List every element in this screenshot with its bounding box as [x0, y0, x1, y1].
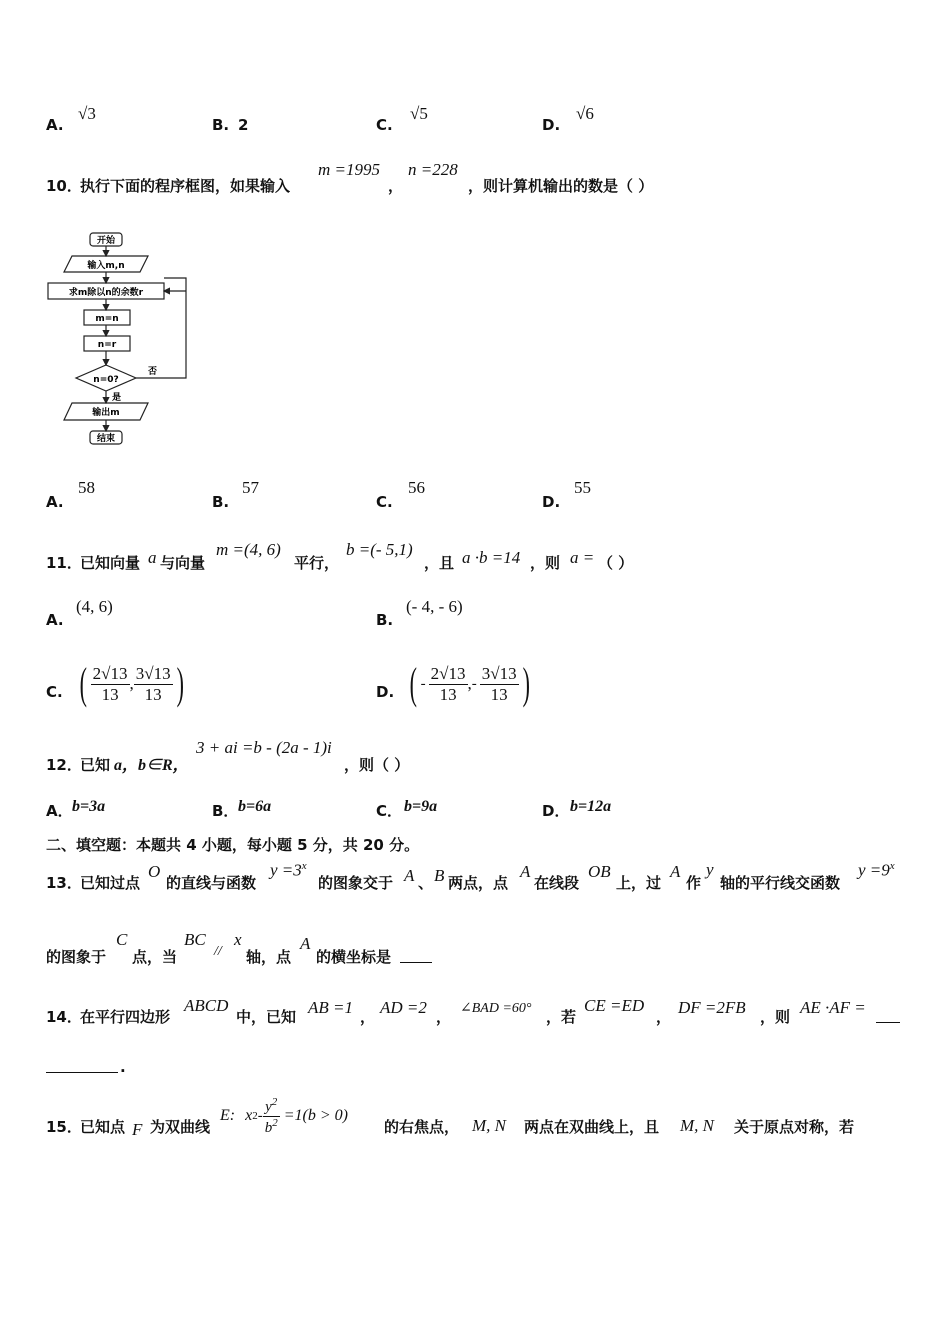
q9-option-b-value: 2 [238, 116, 249, 134]
q13-sep: 、 [418, 874, 434, 892]
q11-option-c-letter: C. [46, 683, 63, 701]
q11-option-d-letter: D. [376, 683, 395, 701]
section-2-heading: 二、填空题：本题共 4 小题，每小题 5 分，共 20 分。 [46, 836, 420, 854]
q12-option-c-letter: C． [376, 802, 403, 820]
q10-option-d-value: 55 [574, 478, 591, 497]
q14-answer-blank-2[interactable] [46, 1056, 118, 1073]
q11-vector-b: b =(- 5,1) [346, 540, 413, 559]
q13-point-b: B [434, 866, 445, 885]
q10-n-value: n =228 [408, 160, 458, 179]
q11-option-c-frac-1: $\frac{2√13}{13}$ [92, 663, 128, 704]
q14-comma-2: ， [436, 1008, 452, 1026]
q13-func-1: $y =3^x$ [270, 860, 307, 880]
q11-option-b-value: (- 4, - 6) [406, 597, 463, 616]
q11-option-a-value: (4, 6) [76, 597, 113, 616]
fc-no-label: 否 [148, 367, 158, 377]
q13-answer-blank[interactable] [400, 946, 432, 963]
q15-text-1: 已知点 [80, 1118, 126, 1136]
q10-option-a-letter: A. [46, 493, 64, 511]
q15-hyperbola-equation: E: x 2 - $\frac{y^2}{b^2}$ =1(b > 0) [220, 1095, 348, 1136]
q15-text-2: 为双曲线 [150, 1118, 211, 1136]
fc-input-label: 输入m,n [87, 261, 125, 271]
q13-text-4: 两点，点 [448, 874, 509, 892]
q11-option-c-frac-2: $\frac{3√13}{13}$ [135, 663, 171, 704]
q10-option-d-letter: D. [542, 493, 561, 511]
q14-dot-product: AE ·AF = [800, 998, 866, 1017]
q13-line2-text-2: 点，当 [132, 948, 178, 966]
q11-number: 11． [46, 554, 82, 572]
q11-option-d-frac-2: $\frac{3√13}{13}$ [481, 663, 517, 704]
q14-number: 14． [46, 1008, 82, 1026]
q11-text-2: 与向量 [160, 554, 206, 572]
q10-option-b-value: 57 [242, 478, 259, 497]
q14-ce: CE =ED [584, 996, 645, 1015]
q13-text-2: 的直线与函数 [166, 874, 257, 892]
q13-axis-x: x [234, 930, 242, 949]
q10-m-value: m =1995 [318, 160, 380, 179]
q14-ad: AD =2 [380, 998, 427, 1017]
q11-vector-m: m =(4, 6) [216, 540, 281, 559]
q11-text-1: 已知向量 [80, 554, 141, 572]
q14-period: . [120, 1058, 126, 1076]
q13-segment-ob: OB [588, 862, 611, 881]
q10-comma: ， [388, 177, 404, 195]
q13-point-a-2: A [520, 862, 531, 881]
q11-text-4: ，且 [424, 554, 455, 572]
q14-text-3: ，若 [546, 1008, 577, 1026]
fc-assign-n-label: n=r [97, 340, 117, 350]
q10-text-b: ，则计算机输出的数是（ ） [468, 177, 654, 195]
q11-option-c-value: ( $\frac{2√13}{13}$ , $\frac{3√13}{13}$ ) [79, 659, 184, 708]
q13-text-5: 在线段 [534, 874, 580, 892]
q13-text-3: 的图象交于 [318, 874, 394, 892]
q14-df: DF =2FB [678, 998, 746, 1017]
q10-option-a-value: 58 [78, 478, 95, 497]
fc-yes-label: 是 [112, 393, 122, 403]
q9-option-d-letter: D. [542, 116, 561, 134]
q12-text-1: 已知 [80, 756, 111, 774]
q10-option-c-value: 56 [408, 478, 425, 497]
q9-option-b-letter: B. [212, 116, 230, 134]
q11-text-5: ，则 [530, 554, 561, 572]
q13-text-1: 已知过点 [80, 874, 141, 892]
q13-point-a-4: A [300, 934, 311, 953]
q12-number: 12． [46, 756, 82, 774]
q12-equation: 3 + ai =b - (2a - 1)i [196, 738, 332, 757]
q11-text-6: （ ） [598, 554, 634, 572]
q13-segment-bc: BC [184, 930, 206, 949]
q12-vars: a，b∈R， [114, 757, 189, 774]
fc-end-label: 结束 [96, 434, 116, 444]
q13-axis-y: y [706, 860, 714, 879]
q14-ab: AB =1 [308, 998, 353, 1017]
q15-points-mn: M, N [472, 1116, 506, 1135]
q12-text-2: ，则（ ） [344, 756, 410, 774]
q12-option-b-letter: B． [212, 802, 239, 820]
q13-func-2: $y =9^x$ [858, 860, 895, 880]
q11-a-eq: a = [570, 548, 595, 567]
q13-line2-text-1: 的图象于 [46, 948, 107, 966]
q11-option-b-letter: B. [376, 611, 394, 629]
q15-number: 15． [46, 1118, 82, 1136]
q13-point-a: A [404, 866, 415, 885]
q13-parallel: // [214, 944, 222, 959]
q14-abcd: ABCD [184, 996, 229, 1015]
q11-vector-a: a [148, 548, 157, 567]
q11-text-3: 平行， [294, 554, 340, 572]
q15-text-5: 关于原点对称，若 [734, 1118, 855, 1136]
q12-option-a-letter: A． [46, 802, 73, 820]
q10-flowchart [44, 228, 194, 450]
q13-point-c: C [116, 930, 128, 949]
q14-text-4: ，则 [760, 1008, 791, 1026]
q14-comma-3: ， [656, 1008, 672, 1026]
fc-start-label: 开始 [96, 236, 116, 246]
q10-option-c-letter: C. [376, 493, 393, 511]
q11-dot-product: a ·b =14 [462, 548, 521, 567]
q13-line2-text-3: 轴，点 [246, 948, 292, 966]
q10-number: 10． [46, 177, 82, 195]
q9-option-a-letter: A. [46, 116, 64, 134]
q13-text-6: 上，过 [616, 874, 662, 892]
q14-text-1: 在平行四边形 [80, 1008, 171, 1026]
q9-option-a-value: √3 [78, 104, 96, 123]
q12-option-d-value: b=12a [570, 798, 612, 815]
fc-condition-label: n=0? [93, 375, 119, 385]
q12-option-c-value: b=9a [404, 798, 438, 815]
q12-option-d-letter: D． [542, 802, 570, 820]
q14-text-2: 中，已知 [236, 1008, 297, 1026]
q13-line2-text-4: 的横坐标是 [316, 948, 392, 966]
q15-points-mn-2: M, N [680, 1116, 714, 1135]
q12-option-b-value: b=6a [238, 798, 272, 815]
q14-angle: ∠BAD =60° [460, 1001, 532, 1016]
q15-fraction: $\frac{y^2}{b^2}$ [264, 1095, 278, 1136]
fc-assign-m-label: m=n [95, 314, 119, 324]
q15-text-3: 的右焦点， [384, 1118, 460, 1136]
fc-remainder-label: 求m除以n的余数r [68, 288, 144, 298]
q14-comma-1: ， [360, 1008, 376, 1026]
q9-option-c-letter: C. [376, 116, 393, 134]
q13-number: 13． [46, 874, 82, 892]
q15-text-4: 两点在双曲线上，且 [524, 1118, 660, 1136]
q14-answer-blank-1[interactable] [876, 1006, 900, 1023]
q9-option-c-value: √5 [410, 104, 428, 123]
q9-option-d-value: √6 [576, 104, 594, 123]
q13-text-8: 轴的平行线交函数 [720, 874, 841, 892]
q11-option-d-frac-1: $\frac{2√13}{13}$ [430, 663, 466, 704]
q13-point-a-3: A [670, 862, 681, 881]
q11-option-d-value: ( - $\frac{2√13}{13}$ , - $\frac{3√13}{13}$ ) [409, 659, 530, 708]
q12-option-a-value: b=3a [72, 798, 106, 815]
q15-focus-f: F [132, 1120, 143, 1139]
q13-text-7: 作 [686, 874, 702, 892]
q13-point-o: O [148, 862, 161, 881]
q10-option-b-letter: B. [212, 493, 230, 511]
q11-option-a-letter: A. [46, 611, 64, 629]
q10-text-a: 执行下面的程序框图，如果输入 [80, 177, 291, 195]
fc-output-label: 输出m [92, 408, 120, 418]
